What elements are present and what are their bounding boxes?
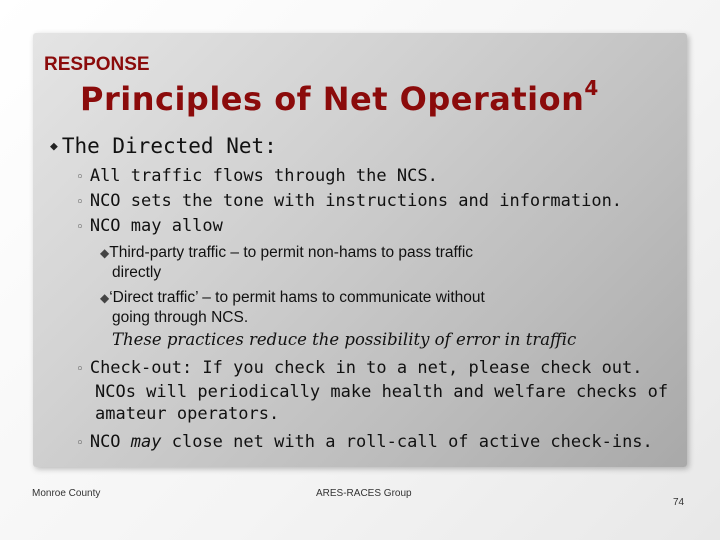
heading-bullet-text: The Directed Net: [61, 134, 277, 158]
sub-bullet-item [100, 243, 660, 282]
diamond-bullet-icon: ◆ [100, 246, 110, 260]
bullet-text: All traffic flows through the NCS. [89, 166, 438, 186]
slide-title [80, 76, 599, 118]
title-superscript: 4 [584, 76, 599, 100]
heading-bullet [50, 134, 277, 158]
bullet-item [76, 431, 653, 455]
bullet-item [76, 215, 223, 239]
emphasis-text: may [130, 432, 162, 452]
bullet-text: NCO may allow [89, 216, 223, 236]
bullet-text: close net with a roll-call of active check-ins. [161, 432, 653, 452]
circle-bullet-icon: ◦ [76, 195, 84, 210]
circle-bullet-icon: ◦ [76, 170, 84, 185]
bullet-item [76, 357, 668, 425]
bullet-text: Check-out: If you check in to a net, please check out. [89, 358, 643, 378]
sub-bullet-continuation: directly [112, 264, 162, 281]
footer-left: Monroe County [32, 488, 101, 499]
diamond-bullet-icon: ◆ [100, 291, 110, 305]
bullet-item [76, 190, 622, 214]
bullet-continuation: amateur operators. [95, 404, 280, 424]
bullet-text: NCO sets the tone with instructions and information. [89, 191, 623, 211]
sub-bullet-text: ‘Direct traffic’ – to permit hams to communicate without [109, 289, 485, 306]
sub-bullet-item [100, 288, 660, 327]
bullet-item [76, 165, 438, 189]
circle-bullet-icon: ◦ [76, 436, 84, 451]
sub-bullet-continuation: going through NCS. [112, 309, 249, 326]
footer-center: ARES-RACES Group [316, 488, 412, 499]
section-label: RESPONSE [44, 54, 150, 75]
page-number: 74 [673, 497, 685, 508]
bullet-continuation: NCOs will periodically make health and welfare checks of [95, 382, 669, 402]
sub-bullet-text: Third-party traffic – to permit non-hams to pass traffic [109, 244, 474, 261]
bullet-icon: ◆ [50, 139, 58, 154]
circle-bullet-icon: ◦ [76, 362, 84, 377]
slide-title-text: Principles of Net Operation [80, 80, 585, 118]
circle-bullet-icon: ◦ [76, 220, 84, 235]
italic-note: These practices reduce the possibility of error in traffic [112, 330, 577, 349]
bullet-text: NCO [89, 432, 131, 452]
